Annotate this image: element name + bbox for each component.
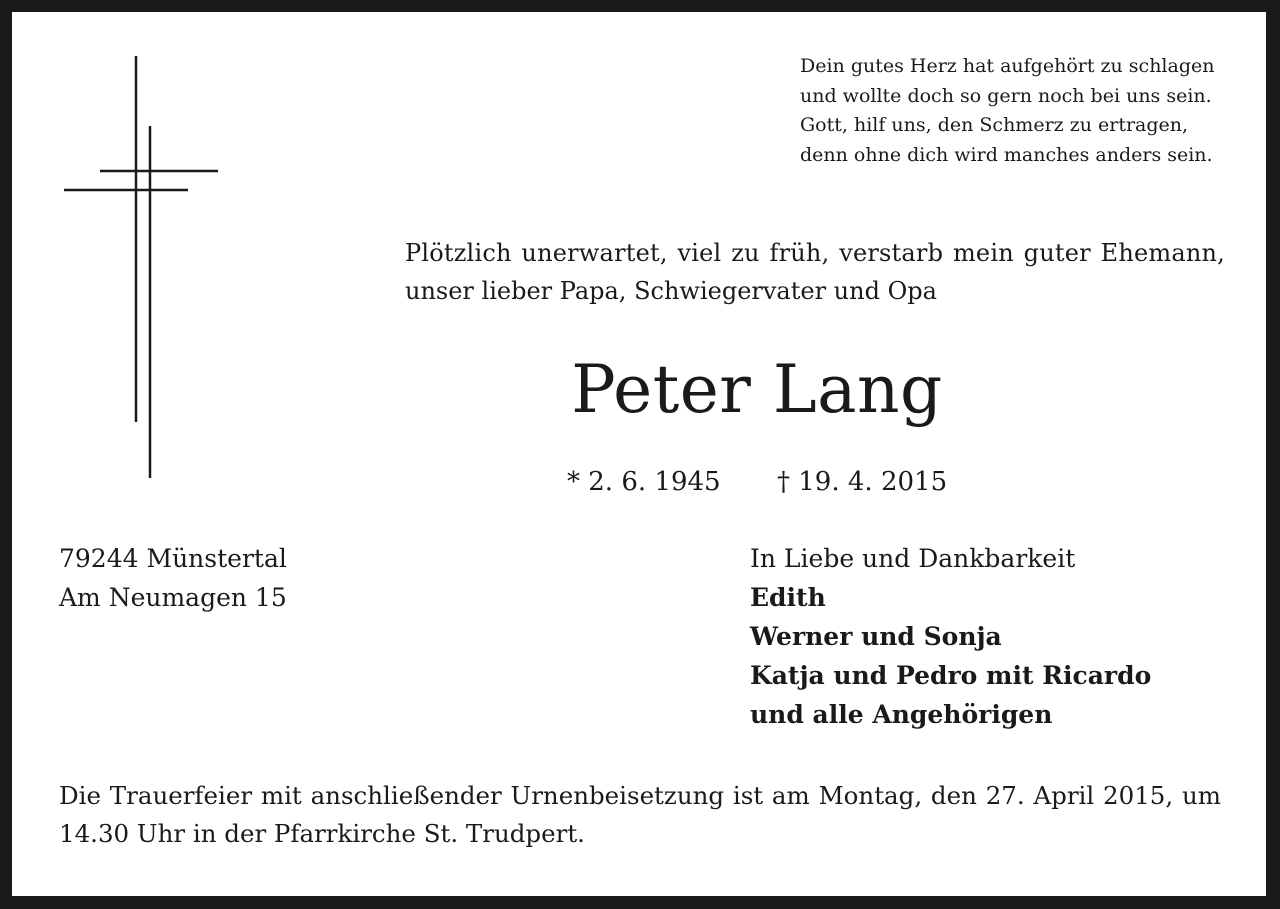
funeral-details (59, 777, 1221, 853)
funeral-details-line-2: 14.30 Uhr in der Pfarrkirche St. Trudpert. (59, 819, 585, 848)
address-city: 79244 Münstertal (59, 544, 287, 573)
verse-line: denn ohne dich wird manches anders sein. (800, 143, 1213, 166)
deceased-name: Peter Lang (571, 351, 943, 428)
mourner-name: Katja und Pedro mit Ricardo (750, 661, 1152, 690)
funeral-details-line-1: Die Trauerfeier mit anschließender Urnenbeisetzung ist am Montag, den 27. April 2015, um (59, 781, 1221, 810)
family-address (59, 539, 287, 617)
death-announcement (405, 234, 1225, 310)
obituary-notice (12, 12, 1266, 896)
birth-date: * 2. 6. 1945 (567, 467, 721, 497)
memorial-verse (800, 52, 1240, 170)
death-date: † 19. 4. 2015 (777, 467, 948, 497)
mourners-intro: In Liebe und Dankbarkeit (750, 544, 1076, 573)
verse-line: Gott, hilf uns, den Schmerz zu ertragen, (800, 114, 1189, 136)
mourner-name: Edith (750, 583, 826, 612)
mourner-name: und alle Angehörigen (750, 700, 1053, 729)
announcement-line-2: unser lieber Papa, Schwiegervater und Opa (405, 277, 937, 305)
verse-line: und wollte doch so gern noch bei uns sein. (800, 84, 1212, 107)
announcement-line-1: Plötzlich unerwartet, viel zu früh, verstarb mein guter Ehemann, (405, 239, 1225, 267)
mourner-name: Werner und Sonja (750, 622, 1002, 651)
mourners-list (750, 539, 1151, 734)
cross-icon (62, 52, 222, 482)
verse-line: Dein gutes Herz hat aufgehört zu schlagen (800, 55, 1215, 77)
address-street: Am Neumagen 15 (59, 583, 287, 612)
